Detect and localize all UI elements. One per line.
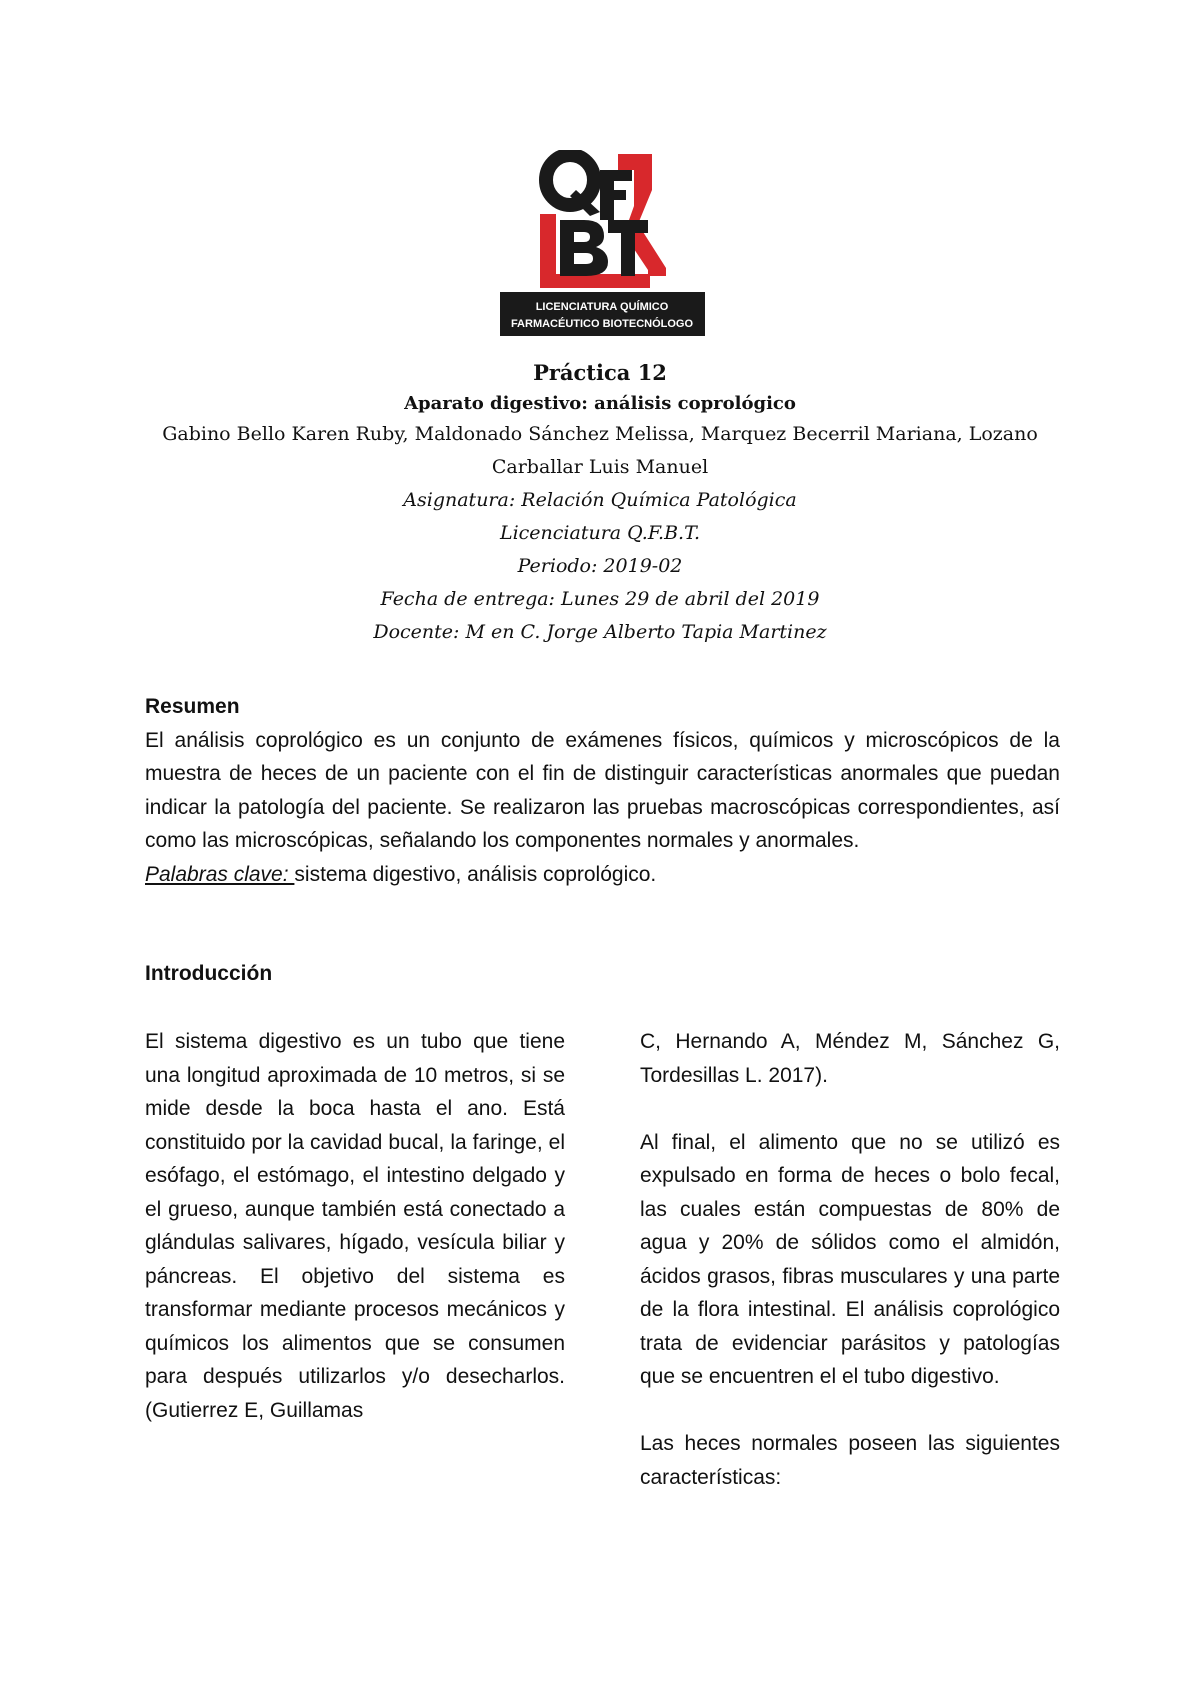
degree: Licenciatura Q.F.B.T. bbox=[499, 522, 701, 544]
abstract-section bbox=[145, 690, 1060, 891]
introduction-heading-wrap bbox=[145, 957, 1060, 991]
authors: Gabino Bello Karen Ruby, Maldonado Sánchez Melissa, Marquez Becerril Mariana, Lozano Carballar Luis Manuel bbox=[162, 423, 1038, 478]
subject: Asignatura: Relación Química Patológica bbox=[403, 489, 797, 511]
abstract-heading: Resumen bbox=[145, 695, 240, 718]
practice-title: Práctica 12 bbox=[533, 360, 667, 385]
introduction-heading: Introducción bbox=[145, 962, 273, 985]
keywords-line bbox=[145, 858, 1060, 892]
intro-col2-paragraph-3: Las heces normales poseen las siguientes características: bbox=[640, 1432, 1060, 1489]
teacher: Docente: M en C. Jorge Alberto Tapia Martinez bbox=[373, 621, 827, 643]
due-date: Fecha de entrega: Lunes 29 de abril del 2019 bbox=[380, 588, 820, 610]
title-block bbox=[140, 356, 1060, 649]
intro-col2-paragraph-2: Al final, el alimento que no se utilizó es expulsado en forma de heces o bolo fecal, las cuales están compuestas de 80% de agua y 20% de sólidos como el almidón, ácidos grasos, fibras musculares y una parte de la flora intestinal. El análisis coprológico trata de evidenciar parásitos y patologías que se encuentren el el tubo digestivo. bbox=[640, 1130, 1060, 1388]
period: Periodo: 2019-02 bbox=[517, 555, 683, 577]
logo-letter-q bbox=[546, 155, 600, 216]
intro-col1-paragraph: El sistema digestivo es un tubo que tiene una longitud aproximada de 10 metros, si se mide desde la boca hasta el ano. Está constituido por la cavidad bucal, la faringe, el esófago, el estómago, el intestino delgado y el grueso, aunque también está conectado a glándulas salivares, hígado, vesícula biliar y páncreas. El objetivo del sistema es transformar mediante procesos mecánicos y químicos los alimentos que se consumen para después utilizarlos y/o desecharlos. (Gutierrez E, Guillamas bbox=[145, 1030, 565, 1422]
logo-letter-b bbox=[560, 220, 608, 276]
intro-column-right bbox=[640, 1025, 1060, 1494]
keywords-text: sistema digestivo, análisis coprológico. bbox=[294, 862, 657, 886]
intro-column-left bbox=[145, 1025, 565, 1427]
intro-col2-paragraph-1: C, Hernando A, Méndez M, Sánchez G, Tordesillas L. 2017). bbox=[640, 1030, 1060, 1087]
practice-subtitle: Aparato digestivo: análisis coprológico bbox=[404, 393, 796, 414]
logo-letter-f bbox=[600, 170, 632, 220]
logo-caption-line2: FARMACÉUTICO BIOTECNÓLOGO bbox=[510, 318, 694, 330]
abstract-body: El análisis coprológico es un conjunto de exámenes físicos, químicos y microscópicos de la muestra de heces de un paciente con el fin de distinguir características anormales que puedan indicar la patología del paciente. Se realizaron las pruebas macroscópicas correspondientes, así como las microscópicas, señalando los componentes normales y anormales. bbox=[145, 728, 1060, 852]
logo-caption-line1: LICENCIATURA QUÍMICO bbox=[535, 301, 669, 313]
keywords-label: Palabras clave: bbox=[145, 862, 295, 886]
qfbt-logo bbox=[500, 150, 705, 340]
